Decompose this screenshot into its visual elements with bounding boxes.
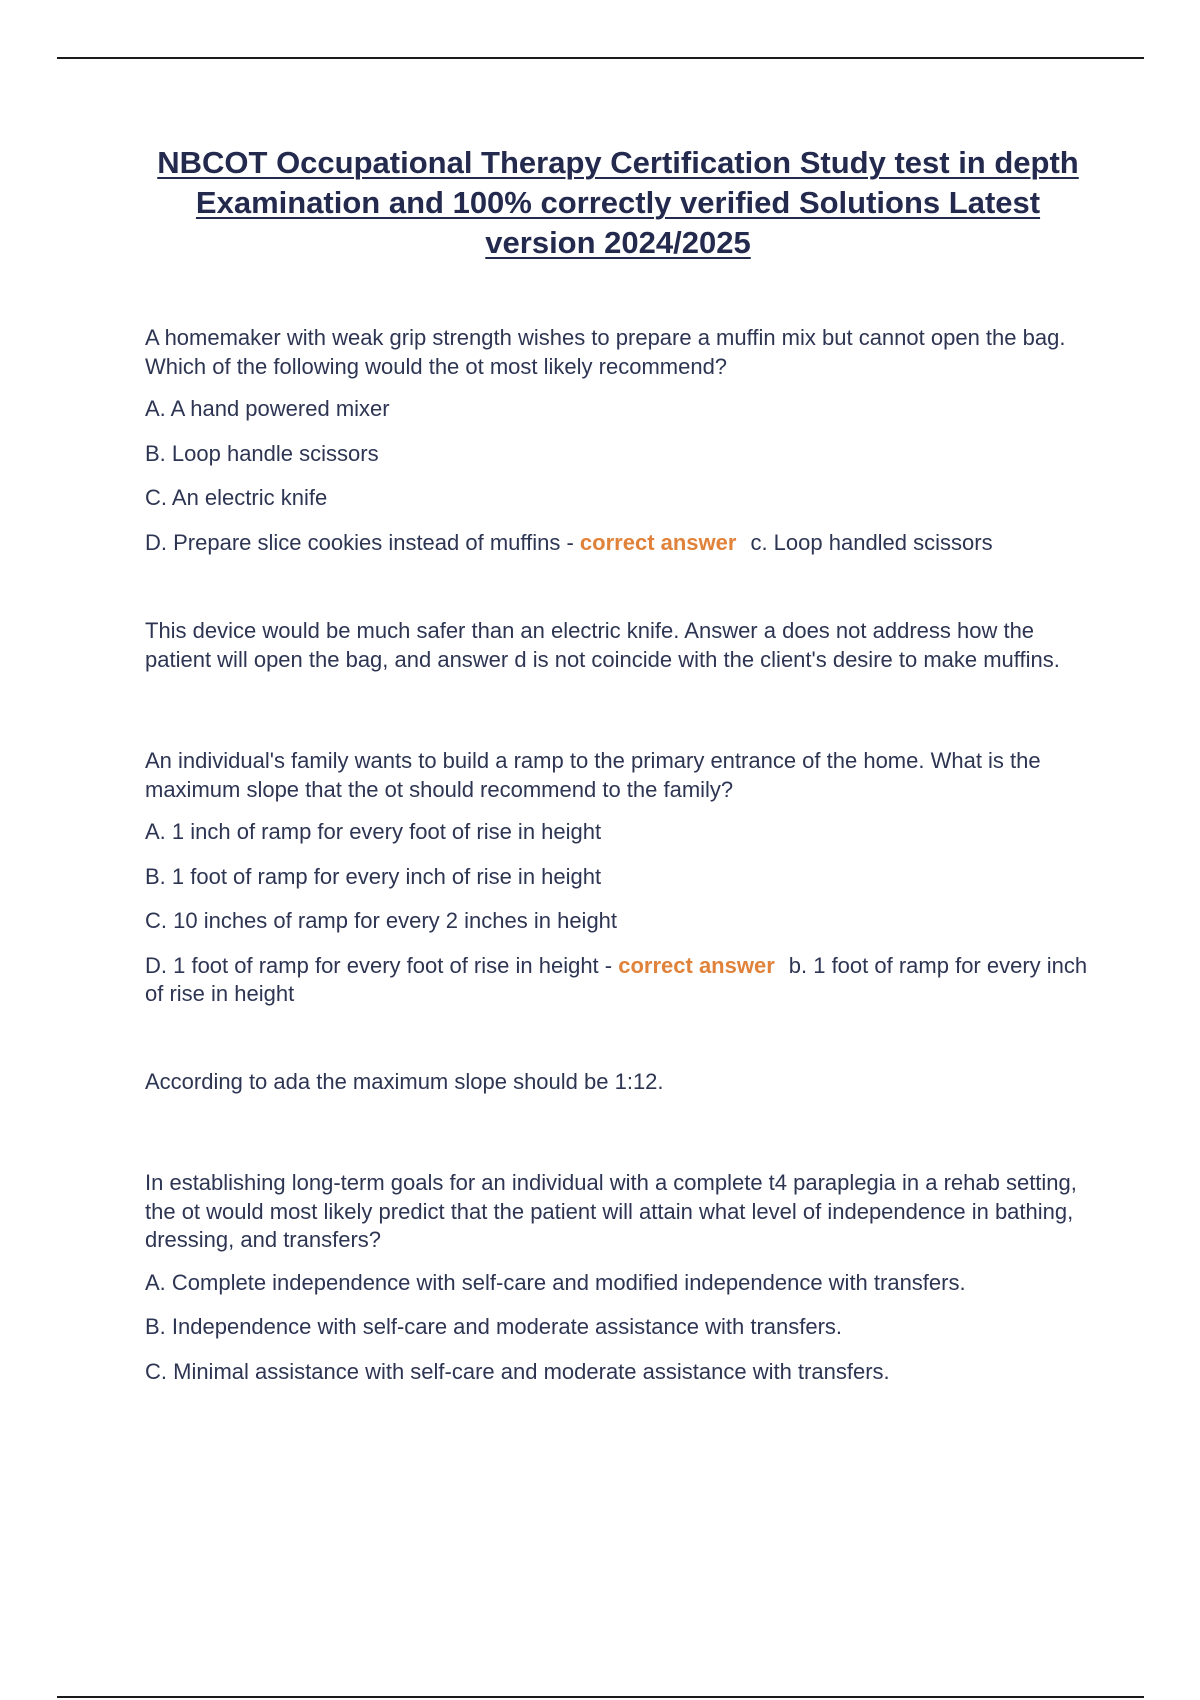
question-1-stem: A homemaker with weak grip strength wishes to prepare a muffin mix but cannot open the bag. Which of the following would the ot most likely recommend?	[145, 325, 1066, 379]
question-2-explanation: According to ada the maximum slope should be 1:12.	[145, 1068, 664, 1094]
question-1-option-b: B. Loop handle scissors	[145, 440, 379, 466]
question-3-option-b: B. Independence with self-care and moderate assistance with transfers.	[145, 1314, 843, 1339]
question-2-answer: b. 1 foot of ramp for every inch of rise in height	[145, 952, 1088, 1006]
question-1-option-a: A. A hand powered mixer	[145, 396, 390, 421]
question-3-option-c: C. Minimal assistance with self-care and moderate assistance with transfers.	[145, 1358, 890, 1384]
question-2-option-c: C. 10 inches of ramp for every 2 inches in height	[145, 908, 618, 933]
question-2-stem: An individual's family wants to build a ramp to the primary entrance of the home. What is the maximum slope that the ot should recommend to the family?	[145, 748, 1041, 802]
question-3-stem: In establishing long-term goals for an individual with a complete t4 paraplegia in a rehab setting, the ot would most likely predict that the patient will attain what level of independence in bathing, dressing, and transfers?	[145, 1170, 1077, 1252]
question-1-option-d	[145, 529, 1105, 558]
correct-answer-label: correct answer	[618, 952, 775, 978]
question-2-option-a: A. 1 inch of ramp for every foot of rise in height	[145, 819, 602, 844]
correct-answer-label: correct answer	[579, 529, 737, 555]
document-title: NBCOT Occupational Therapy Certification Study test in depth Examination and 100% correctly verified Solutions Latest version 2024/2025	[157, 145, 1079, 260]
question-2-option-b: B. 1 foot of ramp for every inch of rise in height	[145, 863, 602, 889]
question-2-option-d-text: D. 1 foot of ramp for every foot of rise in height -	[145, 952, 613, 978]
document-body	[145, 324, 1105, 1386]
question-2-option-d	[145, 952, 1105, 1009]
question-1-option-c: C. An electric knife	[145, 485, 328, 510]
question-3-option-a: A. Complete independence with self-care and modified independence with transfers.	[145, 1269, 966, 1295]
question-1-answer: c. Loop handled scissors	[750, 529, 993, 555]
question-1-explanation: This device would be much safer than an electric knife. Answer a does not address how the patient will open the bag, and answer d is not coincide with the client's desire to make muffins.	[145, 618, 1060, 672]
bottom-rule	[57, 1696, 1144, 1698]
top-rule	[57, 57, 1144, 59]
question-1-option-d-text: D. Prepare slice cookies instead of muffins -	[145, 529, 574, 555]
